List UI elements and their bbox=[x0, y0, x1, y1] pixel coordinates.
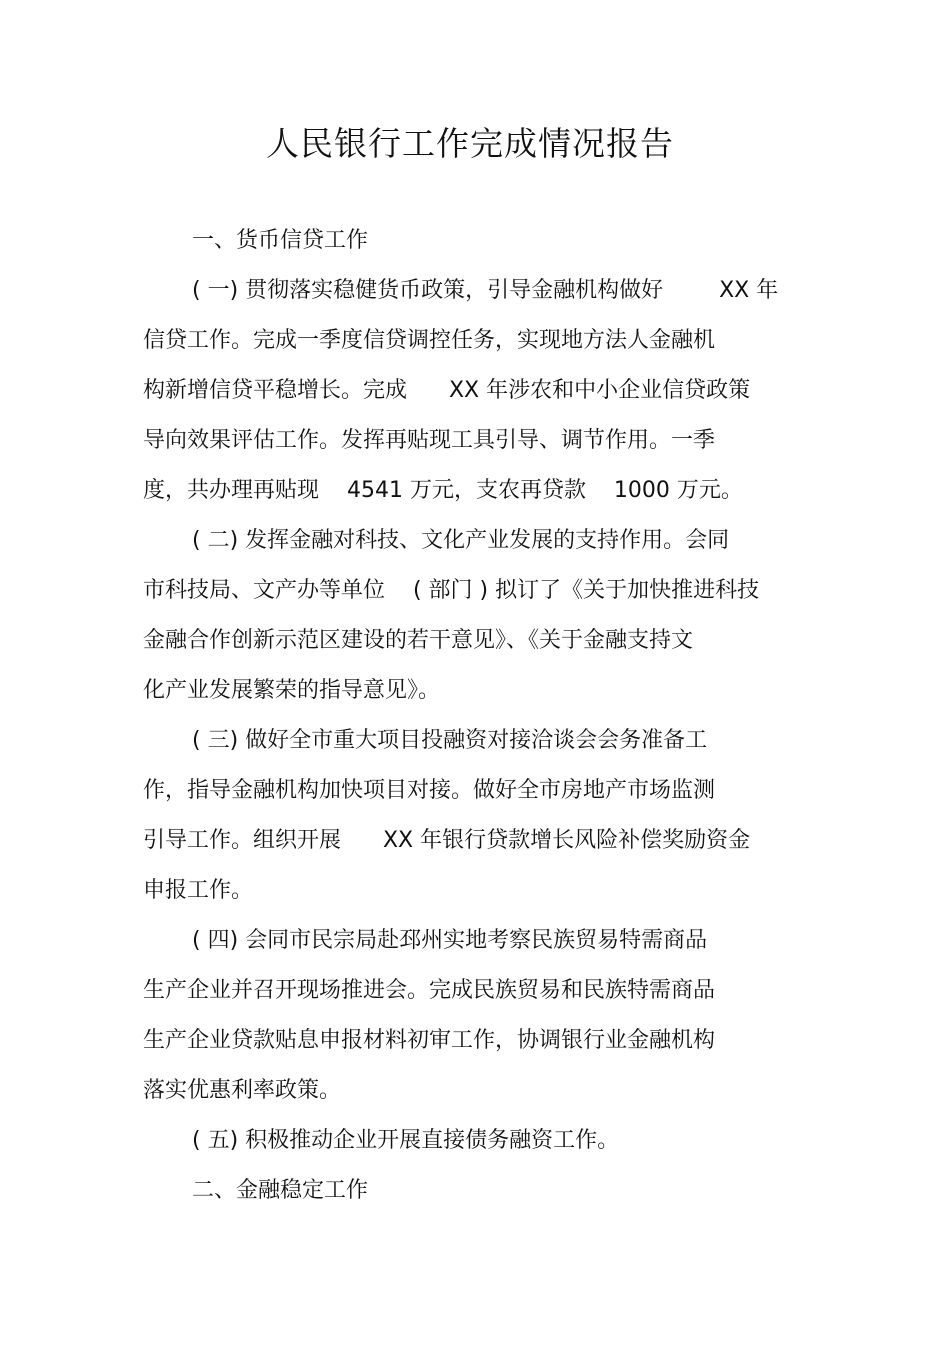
paragraph-line: 生产企业并召开现场推进会。完成民族贸易和民族特需商品 bbox=[143, 978, 716, 1003]
paragraph-line: 信贷工作。完成一季度信贷调控任务，实现地方法人金融机 bbox=[143, 328, 716, 353]
paragraph-line: 化产业发展繁荣的指导意见》。 bbox=[143, 678, 441, 703]
paragraph-line: 作，指导金融机构加快项目对接。做好全市房地产市场监测 bbox=[143, 778, 716, 803]
paragraph-line: 落实优惠利率政策。 bbox=[143, 1078, 342, 1103]
paragraph-line: 度，共办理再贴现 4541 万元，支农再贷款 1000 万元。 bbox=[143, 478, 743, 503]
paragraph-line: 金融合作创新示范区建设的若干意见》、《关于金融支持文 bbox=[143, 628, 694, 653]
page-title: 人民银行工作完成情况报告 bbox=[266, 124, 674, 163]
paragraph-line: 市科技局、文产办等单位 ( 部门 ) 拟订了《关于加快推进科技 bbox=[143, 578, 760, 603]
paragraph-line: 引导工作。组织开展 XX 年银行贷款增长风险补偿奖励资金 bbox=[143, 828, 751, 853]
paragraph-line: 生产企业贷款贴息申报材料初审工作，协调银行业金融机构 bbox=[143, 1028, 716, 1053]
paragraph-line: 导向效果评估工作。发挥再贴现工具引导、调节作用。一季 bbox=[143, 428, 716, 453]
paragraph-line: ( 三) 做好全市重大项目投融资对接洽谈会会务准备工 bbox=[192, 728, 708, 753]
paragraph-line: ( 四) 会同市民宗局赴邳州实地考察民族贸易特需商品 bbox=[192, 928, 708, 953]
paragraph-line: 构新增信贷平稳增长。完成 XX 年涉农和中小企业信贷政策 bbox=[143, 378, 751, 403]
paragraph-line: ( 二) 发挥金融对科技、文化产业发展的支持作用。会同 bbox=[192, 528, 730, 553]
paragraph-line: 申报工作。 bbox=[143, 878, 254, 903]
section-heading-2: 二、金融稳定工作 bbox=[192, 1178, 369, 1203]
paragraph-line: ( 五) 积极推动企业开展直接债务融资工作。 bbox=[192, 1128, 620, 1153]
paragraph-line: ( 一) 贯彻落实稳健货币政策，引导金融机构做好 XX 年 bbox=[192, 278, 779, 303]
section-heading-1: 一、货币信贷工作 bbox=[192, 228, 369, 253]
